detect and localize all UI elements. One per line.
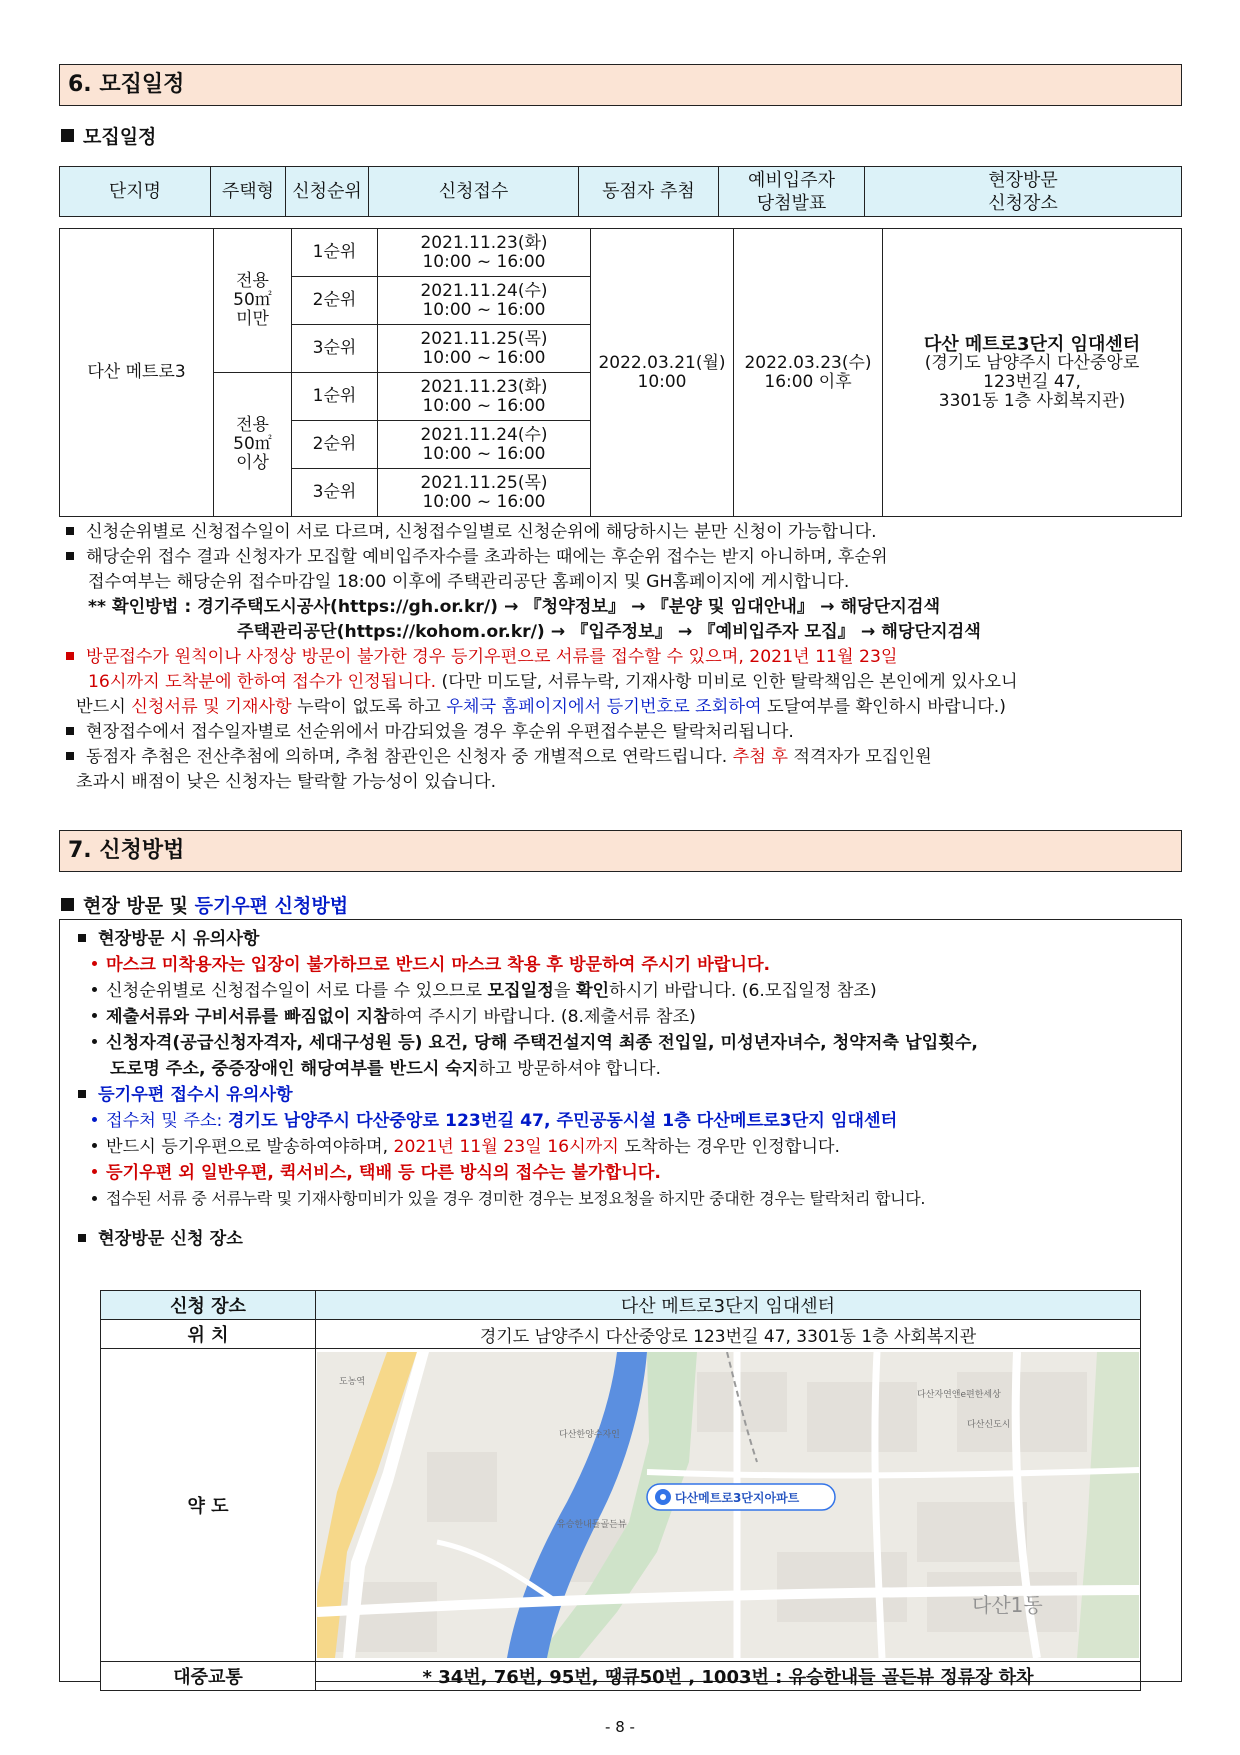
map-block — [697, 1372, 787, 1432]
map-label-poi: 다산자연앤e편한세상 — [917, 1390, 1001, 1400]
announce-cell — [734, 229, 883, 517]
loc-label: 위 치 — [101, 1320, 316, 1349]
note-1 — [62, 520, 1182, 545]
note-2-line1: 해당순위 접수 결과 신청자가 모집할 예비입주자수를 초과하는 때에는 후순위 접수는 받지 아니하며, 후순위 — [86, 547, 888, 567]
schedule-body-table — [59, 228, 1182, 517]
place-addr1: (경기도 남양주시 다산중앙로 — [924, 352, 1140, 373]
note-4c-t1: 반드시 — [76, 697, 132, 717]
header-place-l1: 현장방문 — [988, 169, 1058, 191]
schedule-notes — [62, 520, 1182, 795]
header-complex: 단지명 — [60, 167, 211, 217]
method-box — [59, 919, 1182, 1688]
loc-value: 경기도 남양주시 다산중앙로 123번길 47, 3301동 1층 사회복지관 — [316, 1320, 1141, 1349]
note-4b-red: 16시까지 도착분에 한하여 접수가 인정됩니다. — [88, 672, 437, 692]
map-graphic — [317, 1352, 1139, 1658]
schedule-header-table — [59, 166, 1182, 217]
type-b-l1: 전용 — [236, 415, 269, 435]
transit-value: * 34번, 76번, 95번, 땡큐50번 , 1003번 : 유승한내들 골든뷰 정류장 하차 — [316, 1662, 1141, 1691]
type-a-cell — [214, 229, 292, 373]
section-7-header — [59, 830, 1182, 872]
date-cell — [378, 229, 591, 277]
method-h3 — [74, 1226, 1174, 1252]
square-bullet-icon — [66, 527, 74, 535]
date-text: 2021.11.23(화) — [420, 232, 548, 253]
dot-bullet-icon — [92, 1196, 97, 1201]
square-bullet-icon — [78, 1090, 86, 1098]
time-text: 10:00 ~ 16:00 — [422, 251, 546, 272]
l5a: 접수처 및 주소: — [106, 1111, 228, 1131]
date-text: 2021.11.25(목) — [420, 472, 548, 493]
date-text: 2021.11.23(화) — [420, 376, 548, 397]
map-label-poi: 유승한내들골든뷰 — [557, 1520, 627, 1530]
complex-cell: 다산 메트로3 — [60, 229, 214, 517]
time-text: 10:00 ~ 16:00 — [422, 443, 546, 464]
method-l4b — [74, 1056, 1174, 1082]
time-text: 10:00 ~ 16:00 — [422, 395, 546, 416]
method-h1-text: 현장방문 시 유의사항 — [98, 929, 260, 949]
method-l3 — [74, 1004, 1174, 1030]
note-4-line1: 방문접수가 원칙이나 사정상 방문이 불가한 경우 등기우편으로 서류를 접수할 수 있으며, 2021년 11월 23일 — [86, 647, 898, 667]
map-label: 약 도 — [101, 1349, 316, 1662]
note-4c-blue: 우체국 홈페이지에서 등기번호로 조회하여 — [446, 697, 762, 717]
announce-time: 16:00 이후 — [764, 371, 852, 392]
l4c: 하고 방문하셔야 합니다. — [478, 1059, 661, 1079]
method-subtitle-b: 등기우편 신청방법 — [194, 895, 349, 917]
method-l4 — [74, 1030, 1174, 1056]
lottery-date: 2022.03.21(월) — [598, 352, 726, 373]
note-4c-t3: 도달여부를 확인하시 바랍니다.) — [761, 697, 1006, 717]
type-a-l3: 미만 — [236, 309, 269, 329]
note-3b: 주택관리공단(https://kohom.or.kr/) → 『입주정보』 → 『예비입주자 모집』 → 해당단지검색 — [237, 622, 981, 642]
header-announce-l2: 당첨발표 — [756, 192, 827, 214]
map-label-poi: 다산신도시 — [967, 1420, 1011, 1430]
location-map — [317, 1352, 1139, 1658]
announce-date: 2022.03.23(수) — [744, 352, 872, 373]
time-text: 10:00 ~ 16:00 — [422, 347, 546, 368]
place-addr2: 123번길 47, — [983, 371, 1081, 392]
method-subtitle-a: 현장 방문 및 — [83, 895, 195, 917]
rank-cell: 3순위 — [292, 469, 378, 517]
l2b: 모집일정 — [487, 981, 554, 1001]
method-l1 — [74, 952, 1174, 978]
note-6 — [62, 745, 1182, 770]
rank-cell: 3순위 — [292, 325, 378, 373]
method-l5 — [74, 1108, 1174, 1134]
l2d: 확인 — [575, 981, 610, 1001]
map-label-dasan1: 다산1동 — [972, 1593, 1043, 1617]
l6b: 2021년 11월 23일 16시까지 — [393, 1137, 619, 1157]
note-3a: ** 확인방법 : 경기주택도시공사(https://gh.or.kr/) → 『청약정보』 → 『분양 및 임대안내』 → 해당단지검색 — [88, 597, 941, 617]
dot-bullet-icon — [92, 987, 97, 992]
header-place — [865, 167, 1182, 217]
note-5-text: 현장접수에서 접수일자별로 선순위에서 마감되었을 경우 후순위 우편접수분은 탈락처리됩니다. — [86, 722, 794, 742]
l5b: 경기도 남양주시 다산중앙로 123번길 47, 주민공동시설 1층 다산메트로3단지 임대센터 — [227, 1111, 898, 1131]
time-text: 10:00 ~ 16:00 — [422, 299, 546, 320]
section-7-title: 7. 신청방법 — [68, 838, 185, 863]
square-bullet-icon — [66, 752, 74, 760]
square-bullet-icon — [66, 652, 74, 660]
rank-cell: 2순위 — [292, 277, 378, 325]
place-value: 다산 메트로3단지 임대센터 — [316, 1291, 1141, 1320]
map-label-poi: 도농역 — [339, 1377, 366, 1387]
square-bullet-icon — [61, 129, 74, 142]
l8: 접수된 서류 중 서류누락 및 기재사항미비가 있을 경우 경미한 경우는 보정요청을 하지만 중대한 경우는 탈락처리 합니다. — [106, 1189, 926, 1208]
transit-label: 대중교통 — [101, 1662, 316, 1691]
date-text: 2021.11.24(수) — [420, 424, 548, 445]
header-announce — [719, 167, 865, 217]
note-4 — [62, 645, 1182, 670]
l3a: 제출서류와 구비서류를 빠짐없이 지참 — [106, 1007, 390, 1027]
rank-cell: 2순위 — [292, 421, 378, 469]
lottery-time: 10:00 — [637, 371, 687, 392]
l6a: 반드시 등기우편으로 발송하여야하며, — [106, 1137, 394, 1157]
method-l7 — [74, 1160, 1174, 1186]
l6c: 도착하는 경우만 인정합니다. — [618, 1137, 840, 1157]
note-6-text2: 적격자가 모집인원 — [787, 747, 932, 767]
note-2 — [62, 545, 1182, 570]
date-text: 2021.11.25(목) — [420, 328, 548, 349]
type-a-l2: 50㎡ — [233, 290, 272, 310]
method-h1 — [74, 926, 1174, 952]
note-6-red: 추첨 후 — [727, 747, 788, 767]
map-block — [957, 1372, 1087, 1452]
rank-cell: 1순위 — [292, 229, 378, 277]
note-4b-text: (다만 미도달, 서류누락, 기재사항 미비로 인한 탈락책임은 본인에게 있사오니 — [436, 672, 1018, 692]
date-cell — [378, 469, 591, 517]
note-1-text: 신청순위별로 신청접수일이 서로 다르며, 신청접수일별로 신청순위에 해당하시는 분만 신청이 가능합니다. — [86, 522, 877, 542]
lottery-cell — [591, 229, 734, 517]
type-b-l2: 50㎡ — [233, 434, 272, 454]
map-cell — [316, 1349, 1141, 1662]
method-subtitle — [61, 891, 348, 918]
method-l8 — [74, 1186, 1174, 1212]
type-b-cell — [214, 373, 292, 517]
time-text: 10:00 ~ 16:00 — [422, 491, 546, 512]
note-4c-t2: 누락이 없도록 하고 — [291, 697, 447, 717]
header-type: 주택형 — [211, 167, 286, 217]
map-pin-icon-dot — [660, 1494, 666, 1500]
method-h2 — [74, 1082, 1174, 1108]
note-4c-red: 신청서류 및 기재사항 — [131, 697, 292, 717]
section-6-header — [59, 64, 1182, 106]
place-cell — [883, 229, 1182, 517]
dot-bullet-icon — [92, 1169, 97, 1174]
note-2b: 접수여부는 해당순위 접수마감일 18:00 이후에 주택관리공단 홈페이지 및 GH홈페이지에 게시합니다. — [88, 572, 850, 592]
note-5 — [62, 720, 1182, 745]
map-block — [917, 1502, 1027, 1562]
square-bullet-icon — [66, 727, 74, 735]
map-block — [777, 1552, 907, 1622]
place-table — [100, 1290, 1141, 1691]
l3b: 하여 주시기 바랍니다. (8.제출서류 참조) — [389, 1007, 696, 1027]
page-number: - 8 - — [605, 1718, 635, 1736]
dot-bullet-icon — [92, 1117, 97, 1122]
note-4c — [62, 695, 1182, 720]
header-receipt: 신청접수 — [369, 167, 579, 217]
l2c: 을 — [553, 981, 576, 1001]
method-h3-text: 현장방문 신청 장소 — [98, 1229, 243, 1249]
method-h2-text: 등기우편 접수시 유의사항 — [98, 1085, 293, 1105]
place-label: 신청 장소 — [101, 1291, 316, 1320]
l4b: 도로명 주소, 중증장애인 해당여부를 반드시 숙지 — [110, 1059, 479, 1079]
dot-bullet-icon — [92, 1143, 97, 1148]
dot-bullet-icon — [92, 1013, 97, 1018]
square-bullet-icon — [78, 1234, 86, 1242]
method-l6 — [74, 1134, 1174, 1160]
map-label-poi: 다산한양수자인 — [559, 1430, 620, 1440]
note-6c: 초과시 배점이 낮은 신청자는 탈락할 가능성이 있습니다. — [76, 772, 497, 792]
header-rank: 신청순위 — [286, 167, 369, 217]
date-cell — [378, 373, 591, 421]
l2a: 신청순위별로 신청접수일이 서로 다를 수 있으므로 — [106, 981, 488, 1001]
header-announce-l1: 예비입주자 — [748, 169, 835, 191]
map-pin-label: 다산메트로3단지아파트 — [675, 1491, 800, 1505]
schedule-subtitle-text: 모집일정 — [83, 126, 157, 148]
place-name: 다산 메트로3단지 임대센터 — [923, 333, 1141, 355]
place-addr3: 3301동 1층 사회복지관) — [938, 390, 1126, 411]
map-block — [807, 1382, 917, 1452]
square-bullet-icon — [66, 552, 74, 560]
square-bullet-icon — [78, 934, 86, 942]
schedule-subtitle — [61, 122, 156, 149]
section-6-title: 6. 모집일정 — [68, 72, 185, 97]
note-4b — [62, 670, 1182, 695]
square-bullet-icon — [61, 898, 74, 911]
method-l2 — [74, 978, 1174, 1004]
type-a-l1: 전용 — [236, 271, 269, 291]
note-6-text: 동점자 추첨은 전산추첨에 의하며, 추첨 참관인은 신청자 중 개별적으로 연락드립니다. — [86, 747, 728, 767]
date-cell — [378, 325, 591, 373]
date-cell — [378, 277, 591, 325]
dot-bullet-icon — [92, 961, 97, 966]
date-cell — [378, 421, 591, 469]
dot-bullet-icon — [92, 1039, 97, 1044]
l7: 등기우편 외 일반우편, 퀵서비스, 택배 등 다른 방식의 접수는 불가합니다. — [106, 1163, 661, 1183]
l2e: 하시기 바랍니다. (6.모집일정 참조) — [609, 981, 877, 1001]
map-block — [427, 1452, 497, 1522]
date-text: 2021.11.24(수) — [420, 280, 548, 301]
header-lottery: 동점자 추첨 — [579, 167, 719, 217]
l4a: 신청자격(공급신청자격자, 세대구성원 등) 요건, 당해 주택건설지역 최종 전입일, 미성년자녀수, 청약저축 납입횟수, — [106, 1033, 978, 1053]
method-l1-text: 마스크 미착용자는 입장이 불가하므로 반드시 마스크 착용 후 방문하여 주시기 바랍니다. — [106, 955, 771, 975]
method-lines — [74, 926, 1174, 1252]
type-b-l3: 이상 — [236, 453, 269, 473]
header-place-l2: 신청장소 — [988, 192, 1058, 214]
rank-cell: 1순위 — [292, 373, 378, 421]
